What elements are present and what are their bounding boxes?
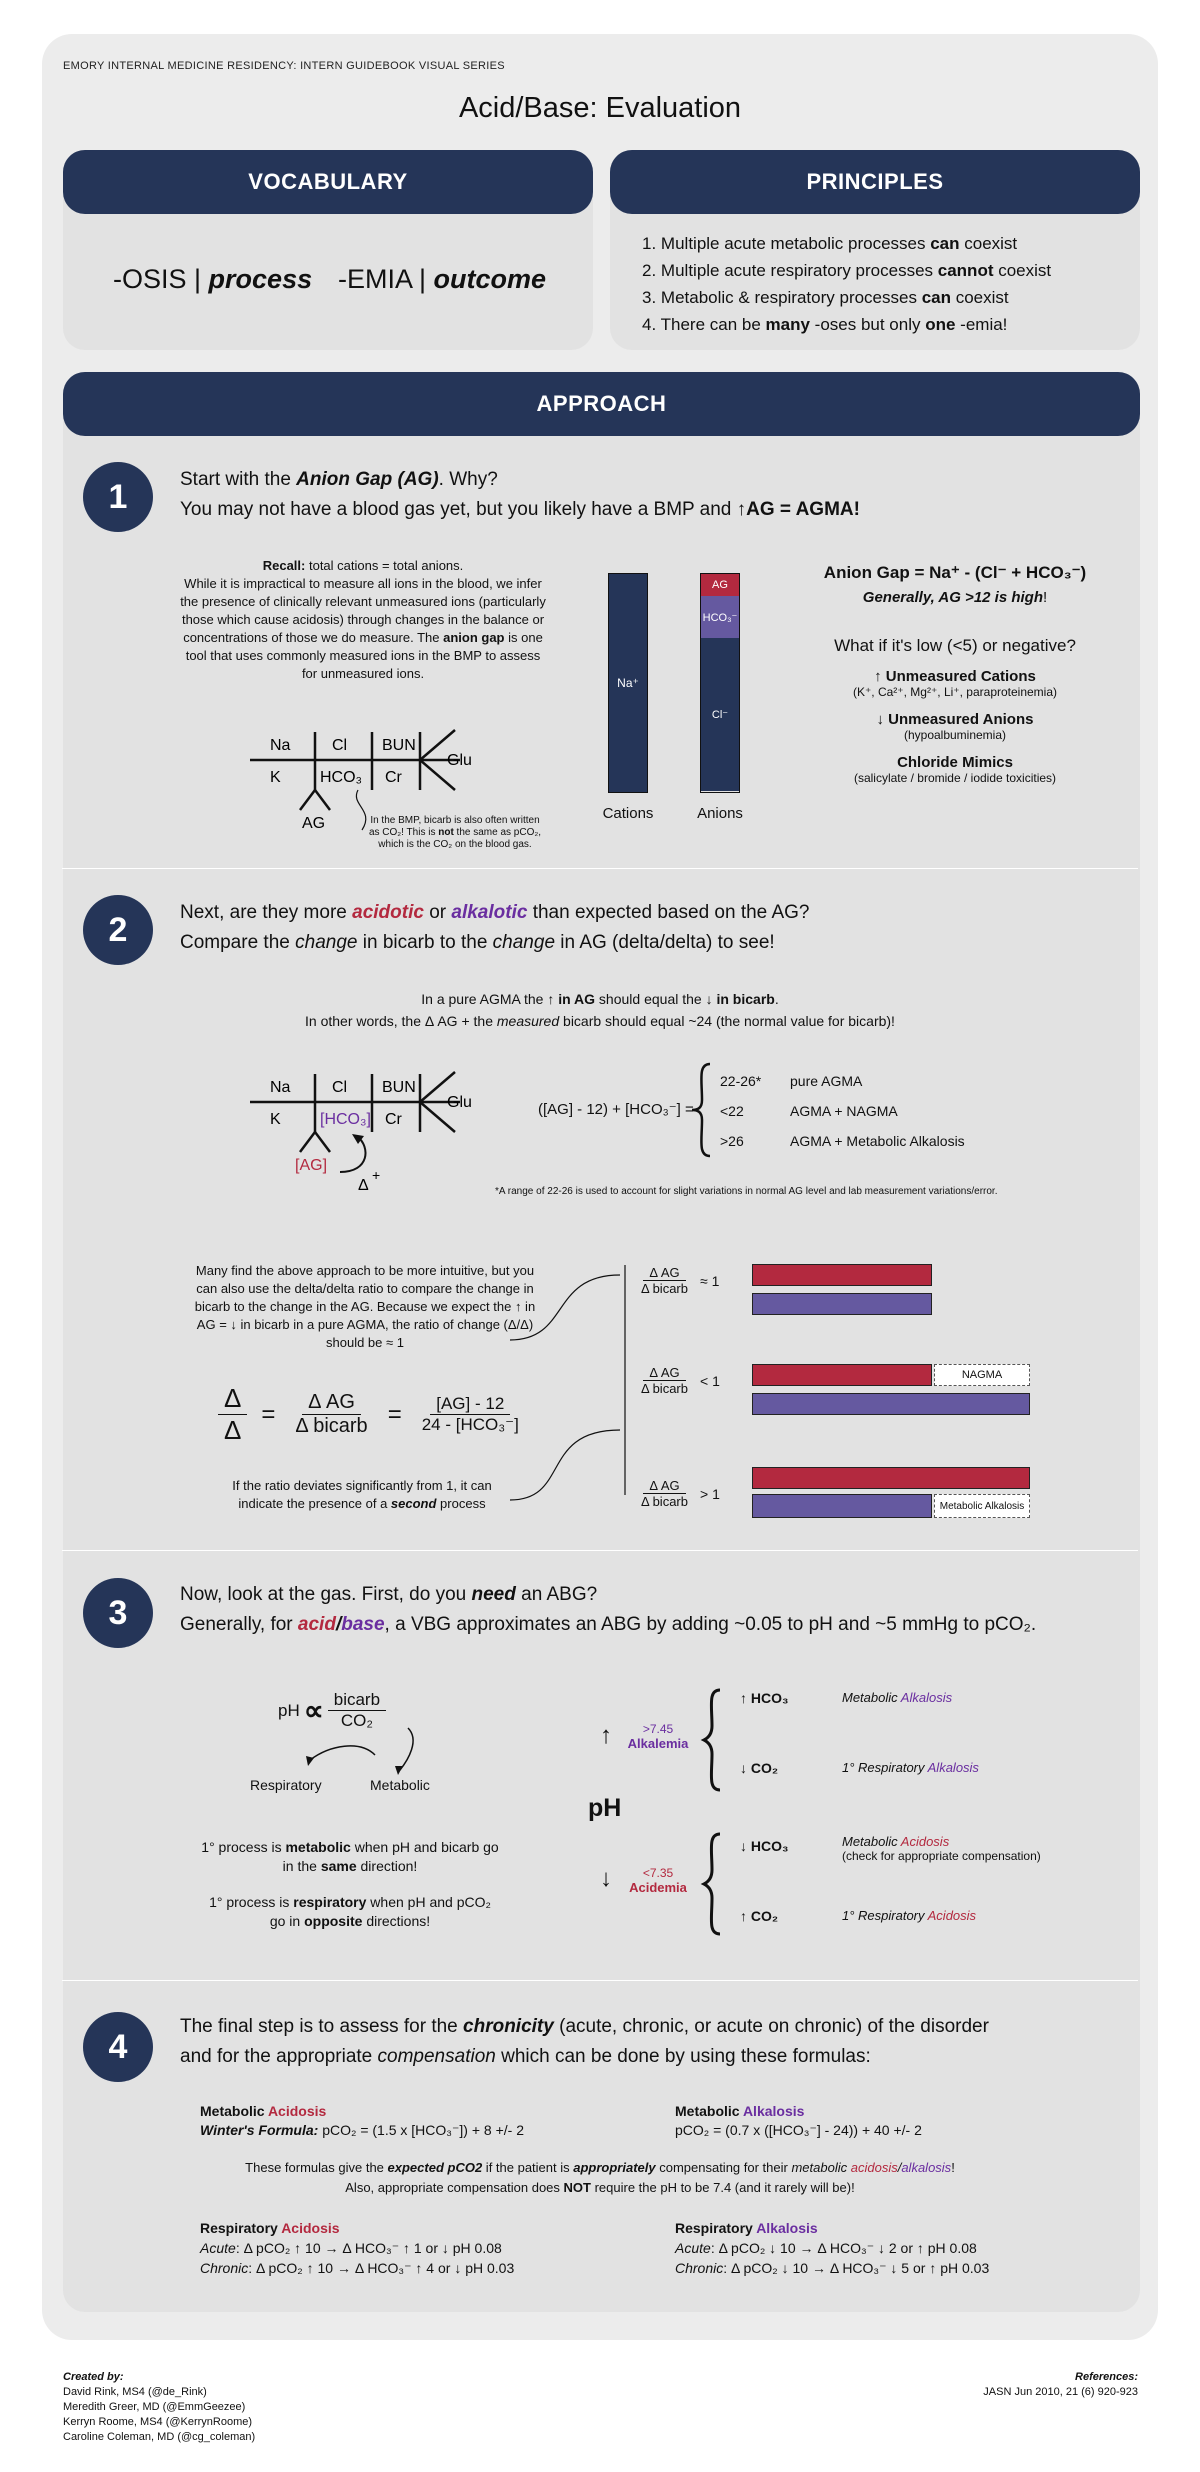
anions-label: Anions xyxy=(697,805,743,822)
respiratory-alkalosis-formula: Respiratory Alkalosis Acute: Δ pCO₂ ↓ 10 → Δ HCO₃⁻ ↓ 2 or ↑ pH 0.08 Chronic: Δ pCO₂ ↓ 10 → Δ HCO₃⁻ ↓ 5 or ↑ pH 0.03 xyxy=(675,2220,990,2276)
bmp-hco3: HCO₃ xyxy=(320,769,363,786)
ph-row: ↑ CO₂ xyxy=(740,1908,779,1924)
step-3-intro: Now, look at the gas. First, do you need an ABG? Generally, for acid/base, a VBG approximates an ABG by adding ~0.05 to pH and ~5 mmHg to pCO₂. xyxy=(180,1584,1037,1635)
ratio-greater-bicarb-bar xyxy=(752,1494,932,1518)
osis-definition xyxy=(113,264,312,295)
bmp-ag: AG xyxy=(302,815,326,832)
vocabulary-box xyxy=(63,150,593,350)
ratio-less-ag-bar xyxy=(752,1364,932,1386)
low-ag-cause: ↑ Unmeasured Cations (K⁺, Ca²⁺, Mg²⁺, Li⁺, paraproteinemia) xyxy=(852,668,1058,699)
respiratory-acidosis-formula: Respiratory Acidosis Acute: Δ pCO₂ ↑ 10 → Δ HCO₃⁻ ↑ 1 or ↓ pH 0.08 Chronic: Δ pCO₂ ↑ 10 → Δ HCO₃⁻ ↑ 4 or ↓ pH 0.03 xyxy=(200,2220,515,2276)
delta-delta-explanation: Many find the above approach to be more intuitive, but you can also use the delta/delta ratio to compare the change in bicarb to the change in the AG. Because we expect the ↑ in AG = ↓ in bicarb in a pure AGMA, the ratio of change (Δ/Δ) should be ≈ 1 xyxy=(194,1263,536,1350)
bmp-k: K xyxy=(270,769,281,786)
anions-hco3-segment: HCO₃⁻ xyxy=(701,596,739,638)
step-4-intro: The final step is to assess for the chronicity (acute, chronic, or acute on chronic) of the disorder and for the appropriate compensation which can be done by using these formulas: xyxy=(180,2016,989,2067)
anions-bar xyxy=(700,573,740,793)
bmp-fishbone-2 xyxy=(240,1062,490,1197)
step-4-badge: 4 xyxy=(83,2012,153,2082)
nagma-segment: NAGMA xyxy=(934,1364,1030,1386)
cations-bar: Na⁺ xyxy=(608,573,648,793)
pure-agma-text: In a pure AGMA the ↑ in AG should equal the ↓ in bicarb. In other words, the Δ AG + the measured bicarb should equal ~24 (the normal value for bicarb)! xyxy=(305,991,895,1029)
principle-item: 4. There can be many -oses but only one -emia! xyxy=(642,315,1008,334)
principles-list xyxy=(642,230,1051,338)
ph-braces xyxy=(700,1686,730,1986)
osis-word: process xyxy=(208,264,313,294)
step-1-badge: 1 xyxy=(83,462,153,532)
ratio-case-less: $\frac{\text{Δ AG}}{\text{Δ bicarb}}$ < 1 xyxy=(641,1365,720,1396)
bmp-na: Na xyxy=(270,737,291,754)
ph-row-result: 1° Respiratory Acidosis xyxy=(842,1908,977,1923)
references xyxy=(983,2370,1138,2400)
compensation-note: These formulas give the expected pCO2 if the patient is appropriately compensating for their metabolic acidosis/alkalosis! Also, appropriate compensation does NOT require the pH to be 7.4 (and it rarely will be)! xyxy=(245,2160,955,2195)
author: Caroline Coleman, MD (@cg_coleman) xyxy=(63,2431,256,2443)
vocabulary-heading: VOCABULARY xyxy=(63,150,593,214)
alkalemia-node: >7.45 Alkalemia xyxy=(627,1722,689,1751)
anions-cl-segment: Cl⁻ xyxy=(701,638,739,791)
ph-row-result: Metabolic Acidosis (check for appropriate compensation) xyxy=(842,1834,1041,1863)
low-ag-cause: ↓ Unmeasured Anions (hypoalbuminemia) xyxy=(876,711,1034,742)
principles-box xyxy=(610,150,1140,350)
bmp2-cr: Cr xyxy=(385,1111,402,1128)
ph-row: ↑ HCO₃ xyxy=(740,1690,789,1706)
step-1-intro: Start with the Anion Gap (AG). Why? You may not have a blood gas yet, but you likely have a BMP and ↑AG = AGMA! xyxy=(180,469,860,520)
ratio-equal-bicarb-bar xyxy=(752,1293,932,1315)
ph-root-label: pH xyxy=(588,1794,622,1822)
section-divider xyxy=(62,1550,1138,1551)
metabolic-alkalosis-formula: Metabolic Alkalosis pCO₂ = (0.7 x ([HCO₃⁻] - 24)) + 40 +/- 2 xyxy=(675,2103,922,2138)
bmp2-hco3: [HCO₃] xyxy=(320,1111,371,1128)
ratio-less-bicarb-bar xyxy=(752,1393,1030,1415)
outcome-row: <22 AGMA + NAGMA xyxy=(720,1103,898,1119)
anion-gap-info xyxy=(790,563,1120,785)
section-divider xyxy=(62,1980,1138,1981)
author: Kerryn Roome, MS4 (@KerrynRoome) xyxy=(63,2416,253,2428)
delta-equation: ([AG] - 12) + [HCO₃⁻] = xyxy=(538,1101,694,1118)
bmp-glu: Glu xyxy=(447,752,472,769)
bmp2-delta: Δ xyxy=(358,1177,369,1194)
credits xyxy=(63,2370,255,2445)
emia-word: outcome xyxy=(433,264,547,294)
ph-row-result: 1° Respiratory Alkalosis xyxy=(842,1760,979,1775)
step-3-badge: 3 xyxy=(83,1578,153,1648)
bmp-cr: Cr xyxy=(385,769,402,786)
approach-heading: APPROACH xyxy=(63,372,1140,436)
bmp2-ag: [AG] xyxy=(295,1157,328,1174)
down-arrow-icon: ↓ xyxy=(600,1865,612,1892)
outcome-row: >26 AGMA + Metabolic Alkalosis xyxy=(720,1133,965,1149)
ratio-case-equal: $\frac{\text{Δ AG}}{\text{Δ bicarb}}$ ≈ 1 xyxy=(641,1265,720,1296)
ph-arrows xyxy=(290,1720,440,1780)
principle-item: 2. Multiple acute respiratory processes cannot coexist xyxy=(642,261,1052,280)
deviation-note: If the ratio deviates significantly from 1, it can indicate the presence of a second process xyxy=(232,1478,492,1511)
range-footnote: *A range of 22-26 is used to account for slight variations in normal AG level and lab measurement variations/error. xyxy=(495,1186,998,1197)
ph-row-result: Metabolic Alkalosis xyxy=(842,1690,953,1705)
ph-row: ↓ HCO₃ xyxy=(740,1838,789,1854)
emia-definition xyxy=(338,264,546,295)
author: David Rink, MS4 (@de_Rink) xyxy=(63,2386,207,2398)
respiratory-label: Respiratory xyxy=(250,1777,322,1793)
bmp-cl: Cl xyxy=(332,737,348,754)
bmp2-bun: BUN xyxy=(382,1079,416,1096)
metabolic-acidosis-formula: Metabolic Acidosis Winter's Formula: pCO₂ = (1.5 x [HCO₃⁻]) + 8 +/- 2 xyxy=(200,2103,524,2138)
metabolic-alkalosis-segment: Metabolic Alkalosis xyxy=(934,1494,1030,1518)
cations-label: Cations xyxy=(602,805,654,822)
ratio-greater-ag-bar xyxy=(752,1467,1030,1489)
up-arrow-icon: ↑ xyxy=(600,1722,612,1749)
principles-heading: PRINCIPLES xyxy=(610,150,1140,214)
bicarb-note: In the BMP, bicarb is also often written as CO₂! This is not the same as pCO₂, which is the CO₂ on the blood gas. xyxy=(368,815,542,850)
reference-item: JASN Jun 2010, 21 (6) 920-923 xyxy=(983,2386,1138,2398)
delta-ratio-formula: $\frac{\Delta}{\Delta}$ = $\frac{\text{Δ AG}}{\text{Δ bicarb}}$ = $\frac{[AG] - 12}{\text{24 - [HCO₃⁻]}}$ xyxy=(218,1383,525,1446)
step-2-intro: Next, are they more acidotic or alkalotic than expected based on the AG? Compare the change in bicarb to the change in AG (delta/delta) to see! xyxy=(180,902,810,953)
metabolic-label: Metabolic xyxy=(370,1777,430,1793)
acidemia-node: <7.35 Acidemia xyxy=(629,1866,687,1895)
outcome-row: 22-26* pure AGMA xyxy=(720,1073,863,1089)
section-divider xyxy=(62,868,1138,869)
ratio-case-greater: $\frac{\text{Δ AG}}{\text{Δ bicarb}}$ > 1 xyxy=(641,1478,720,1509)
credits-label: Created by: xyxy=(63,2371,124,2383)
connector-curves xyxy=(510,1255,640,1505)
bmp2-na: Na xyxy=(270,1079,291,1096)
references-label: References: xyxy=(1075,2371,1138,2383)
brace xyxy=(688,1060,718,1160)
anion-gap-formula: Anion Gap = Na⁺ - (Cl⁻ + HCO₃⁻) xyxy=(823,563,1087,582)
metabolic-rule: 1° process is metabolic when pH and bicarb go in the same direction! xyxy=(201,1839,499,1874)
delta-outcomes xyxy=(720,1066,965,1156)
emia-suffix: -EMIA | xyxy=(338,264,427,294)
page-title: Acid/Base: Evaluation xyxy=(458,92,742,124)
bmp-bun: BUN xyxy=(382,737,416,754)
author: Meredith Greer, MD (@EmmGeezee) xyxy=(63,2401,246,2413)
low-ag-question: What if it's low (<5) or negative? xyxy=(834,636,1076,655)
ph-row: ↓ CO₂ xyxy=(740,1760,779,1776)
bmp2-k: K xyxy=(270,1111,281,1128)
recall-paragraph: Recall: total cations = total anions. While it is impractical to measure all ions in the blood, we infer the presence of clinically relevant unmeasured ions (particularly those which cause acidosis) through changes in the balance or concentrations of those we do measure. The anion gap is one tool that uses commonly measured ions in the BMP to assess for unmeasured ions. xyxy=(180,558,546,681)
series-label: EMORY INTERNAL MEDICINE RESIDENCY: INTERN GUIDEBOOK VISUAL SERIES xyxy=(63,60,505,72)
step-2-badge: 2 xyxy=(83,895,153,965)
bmp2-plus: + xyxy=(372,1167,381,1183)
ph-proportional: pH ∝ $\frac{\text{bicarb}}{\text{CO₂}}$ xyxy=(278,1690,386,1731)
anions-ag-segment: AG xyxy=(701,574,739,596)
principle-item: 1. Multiple acute metabolic processes can coexist xyxy=(642,234,1018,253)
ratio-equal-ag-bar xyxy=(752,1264,932,1286)
bmp2-glu: Glu xyxy=(447,1094,472,1111)
bmp2-cl: Cl xyxy=(332,1079,348,1096)
anion-gap-high: Generally, AG >12 is high! xyxy=(862,589,1048,606)
respiratory-rule: 1° process is respiratory when pH and pCO₂ go in opposite directions! xyxy=(209,1894,491,1929)
principle-item: 3. Metabolic & respiratory processes can coexist xyxy=(642,288,1009,307)
osis-suffix: -OSIS | xyxy=(113,264,202,294)
low-ag-cause: Chloride Mimics (salicylate / bromide / iodide toxicities) xyxy=(853,754,1057,785)
